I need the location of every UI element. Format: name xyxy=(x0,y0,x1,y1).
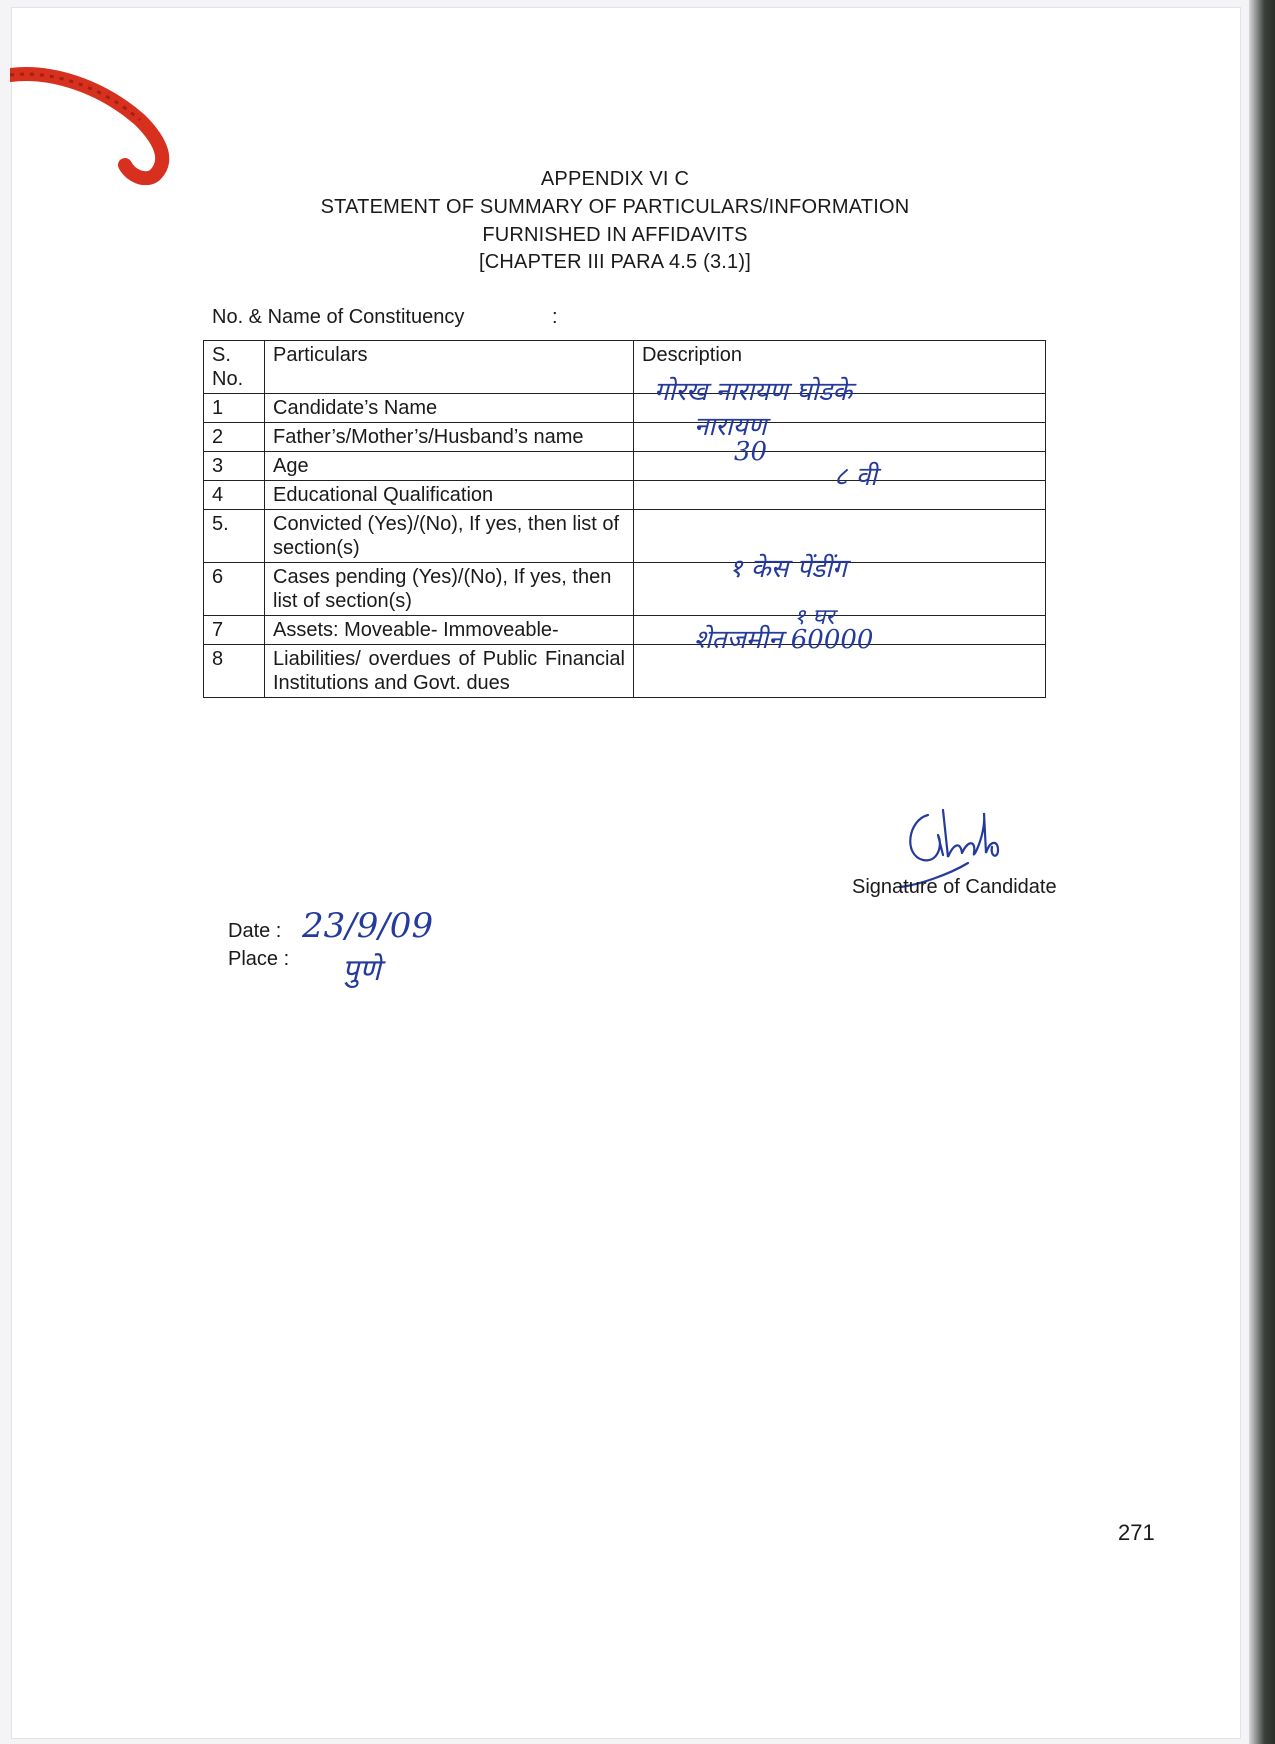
row-sno: 5. xyxy=(204,510,265,563)
table-row xyxy=(204,481,1046,510)
row-particulars: Assets: Moveable- Immoveable- xyxy=(265,616,634,645)
constituency-label: No. & Name of Constituency : xyxy=(212,306,558,328)
row-description xyxy=(634,462,1046,510)
row-sno: 4 xyxy=(204,481,265,510)
row-particulars: Liabilities/ overdues of Public Financial Institutions and Govt. dues xyxy=(265,645,634,698)
header-particulars: Particulars xyxy=(265,341,634,394)
table-row xyxy=(204,563,1046,616)
row-particulars: Educational Qualification xyxy=(265,481,634,510)
row-particulars: Age xyxy=(265,452,634,481)
statement-title: STATEMENT OF SUMMARY OF PARTICULARS/INFORMATION xyxy=(320,196,910,218)
row-sno: 2 xyxy=(204,423,265,452)
row-sno: 1 xyxy=(204,394,265,423)
table-row xyxy=(204,510,1046,563)
row-sno: 6 xyxy=(204,563,265,616)
chapter-reference: [CHAPTER III PARA 4.5 (3.1)] xyxy=(479,251,751,273)
row-particulars: Father’s/Mother’s/Husband’s name xyxy=(265,423,634,452)
row-sno: 3 xyxy=(204,452,265,481)
handwritten-age: 30 xyxy=(734,437,768,467)
red-cord xyxy=(10,65,180,185)
handwritten-moveable-assets: १ घर xyxy=(794,605,835,630)
place-label: Place : xyxy=(228,948,290,970)
row-description xyxy=(634,412,1046,452)
row-description xyxy=(634,554,1046,616)
row-sno: 8 xyxy=(204,645,265,698)
handwritten-immoveable-assets: शेतजमीन 60000 xyxy=(694,625,874,655)
row-sno: 7 xyxy=(204,616,265,645)
handwritten-cases-pending: १ केस पेंडींग xyxy=(729,554,847,584)
scan-edge xyxy=(1249,0,1275,1744)
table-header-row xyxy=(204,341,1046,394)
row-description xyxy=(634,605,1046,655)
table-row xyxy=(204,394,1046,423)
page-number: 271 xyxy=(1118,1520,1155,1545)
row-particulars: Candidate’s Name xyxy=(265,394,634,423)
appendix-title: APPENDIX VI C xyxy=(540,168,690,190)
signature-label: Signature of Candidate xyxy=(852,876,1057,898)
statement-subtitle: FURNISHED IN AFFIDAVITS xyxy=(482,224,748,246)
header-sno: S. No. xyxy=(204,341,265,394)
particulars-table xyxy=(203,340,1046,698)
handwritten-candidate-name: गोरख नारायण घोडके xyxy=(654,377,853,407)
handwritten-father-name: नारायण xyxy=(694,412,767,442)
table-row xyxy=(204,423,1046,452)
header-description: Description xyxy=(634,341,1046,394)
handwritten-place: पुणे xyxy=(342,953,381,988)
table-row xyxy=(204,616,1046,645)
row-particulars: Convicted (Yes)/(No), If yes, then list of section(s) xyxy=(265,510,634,563)
handwritten-date: 23/9/09 xyxy=(302,906,434,946)
row-description xyxy=(634,645,1046,698)
handwritten-education: ८ वी xyxy=(834,462,877,492)
row-particulars: Cases pending (Yes)/(No), If yes, then list of section(s) xyxy=(265,563,634,616)
date-label: Date : xyxy=(228,920,282,942)
table-row xyxy=(204,645,1046,698)
table-row xyxy=(204,452,1046,481)
